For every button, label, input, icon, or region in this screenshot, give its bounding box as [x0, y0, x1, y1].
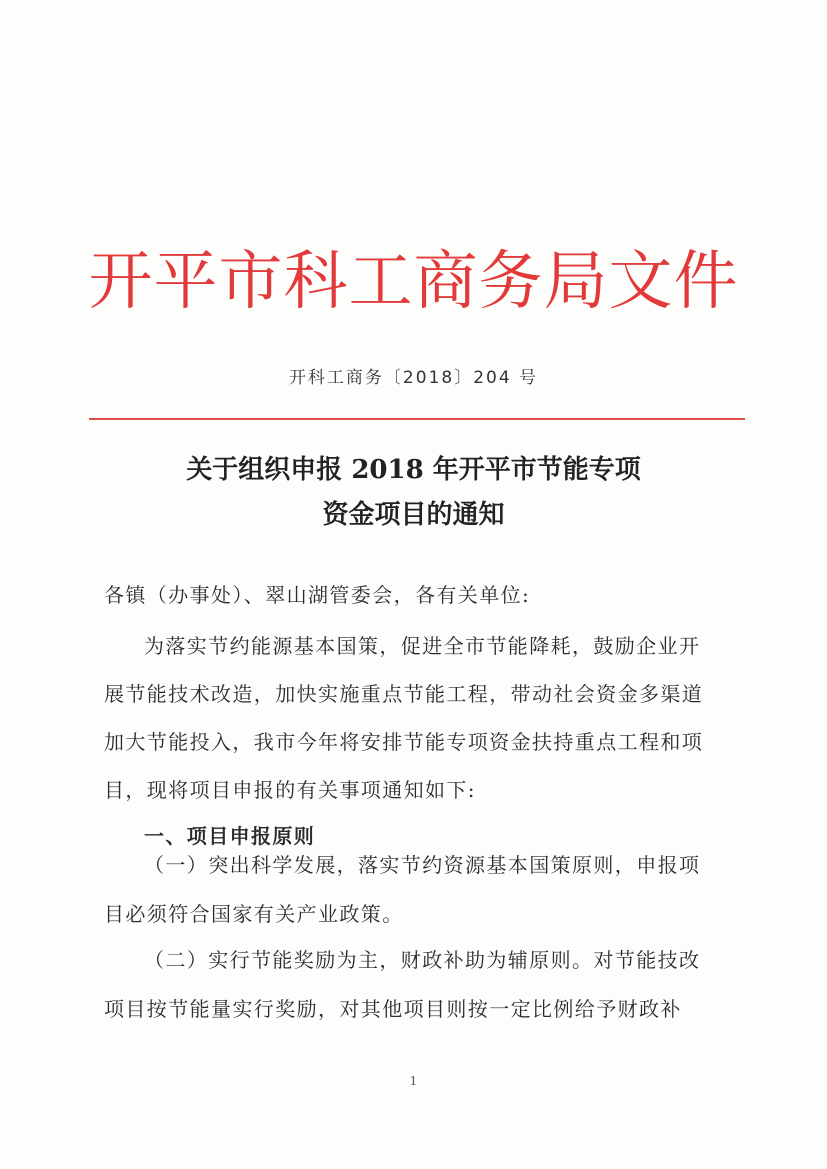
paragraph-line: （二）实行节能奖励为主，财政补助为辅原则。对节能技改 — [144, 948, 701, 972]
notice-title-line-2: 资金项目的通知 — [322, 500, 505, 530]
page-number: 1 — [409, 1074, 418, 1088]
paragraph-line: 为落实节约能源基本国策，促进全市节能降耗，鼓励企业开 — [144, 634, 701, 658]
paragraph-line: 加大节能投入，我市今年将安排节能专项资金扶持重点工程和项 — [104, 730, 704, 754]
paragraph-line: （一）突出科学发展，落实节约资源基本国策原则，申报项 — [144, 853, 701, 877]
document-number: 开科工商务〔2018〕204 号 — [288, 368, 539, 388]
issuing-authority-header: 开平市科工商务局文件 — [88, 245, 739, 319]
paragraph-line: 项目按节能量实行奖励，对其他项目则按一定比例给予财政补 — [104, 997, 682, 1021]
section-heading: 一、项目申报原则 — [144, 824, 316, 848]
paragraph-line: 目，现将项目申报的有关事项通知如下: — [104, 778, 476, 802]
salutation: 各镇（办事处）、翠山湖管委会，各有关单位: — [104, 583, 531, 607]
paragraph-line: 展节能技术改造，加快实施重点节能工程，带动社会资金多渠道 — [104, 682, 704, 706]
notice-title-line-1: 关于组织申报 2018 年开平市节能专项 — [186, 455, 641, 485]
red-divider-line — [89, 418, 745, 420]
paragraph-line: 目必须符合国家有关产业政策。 — [104, 902, 404, 926]
